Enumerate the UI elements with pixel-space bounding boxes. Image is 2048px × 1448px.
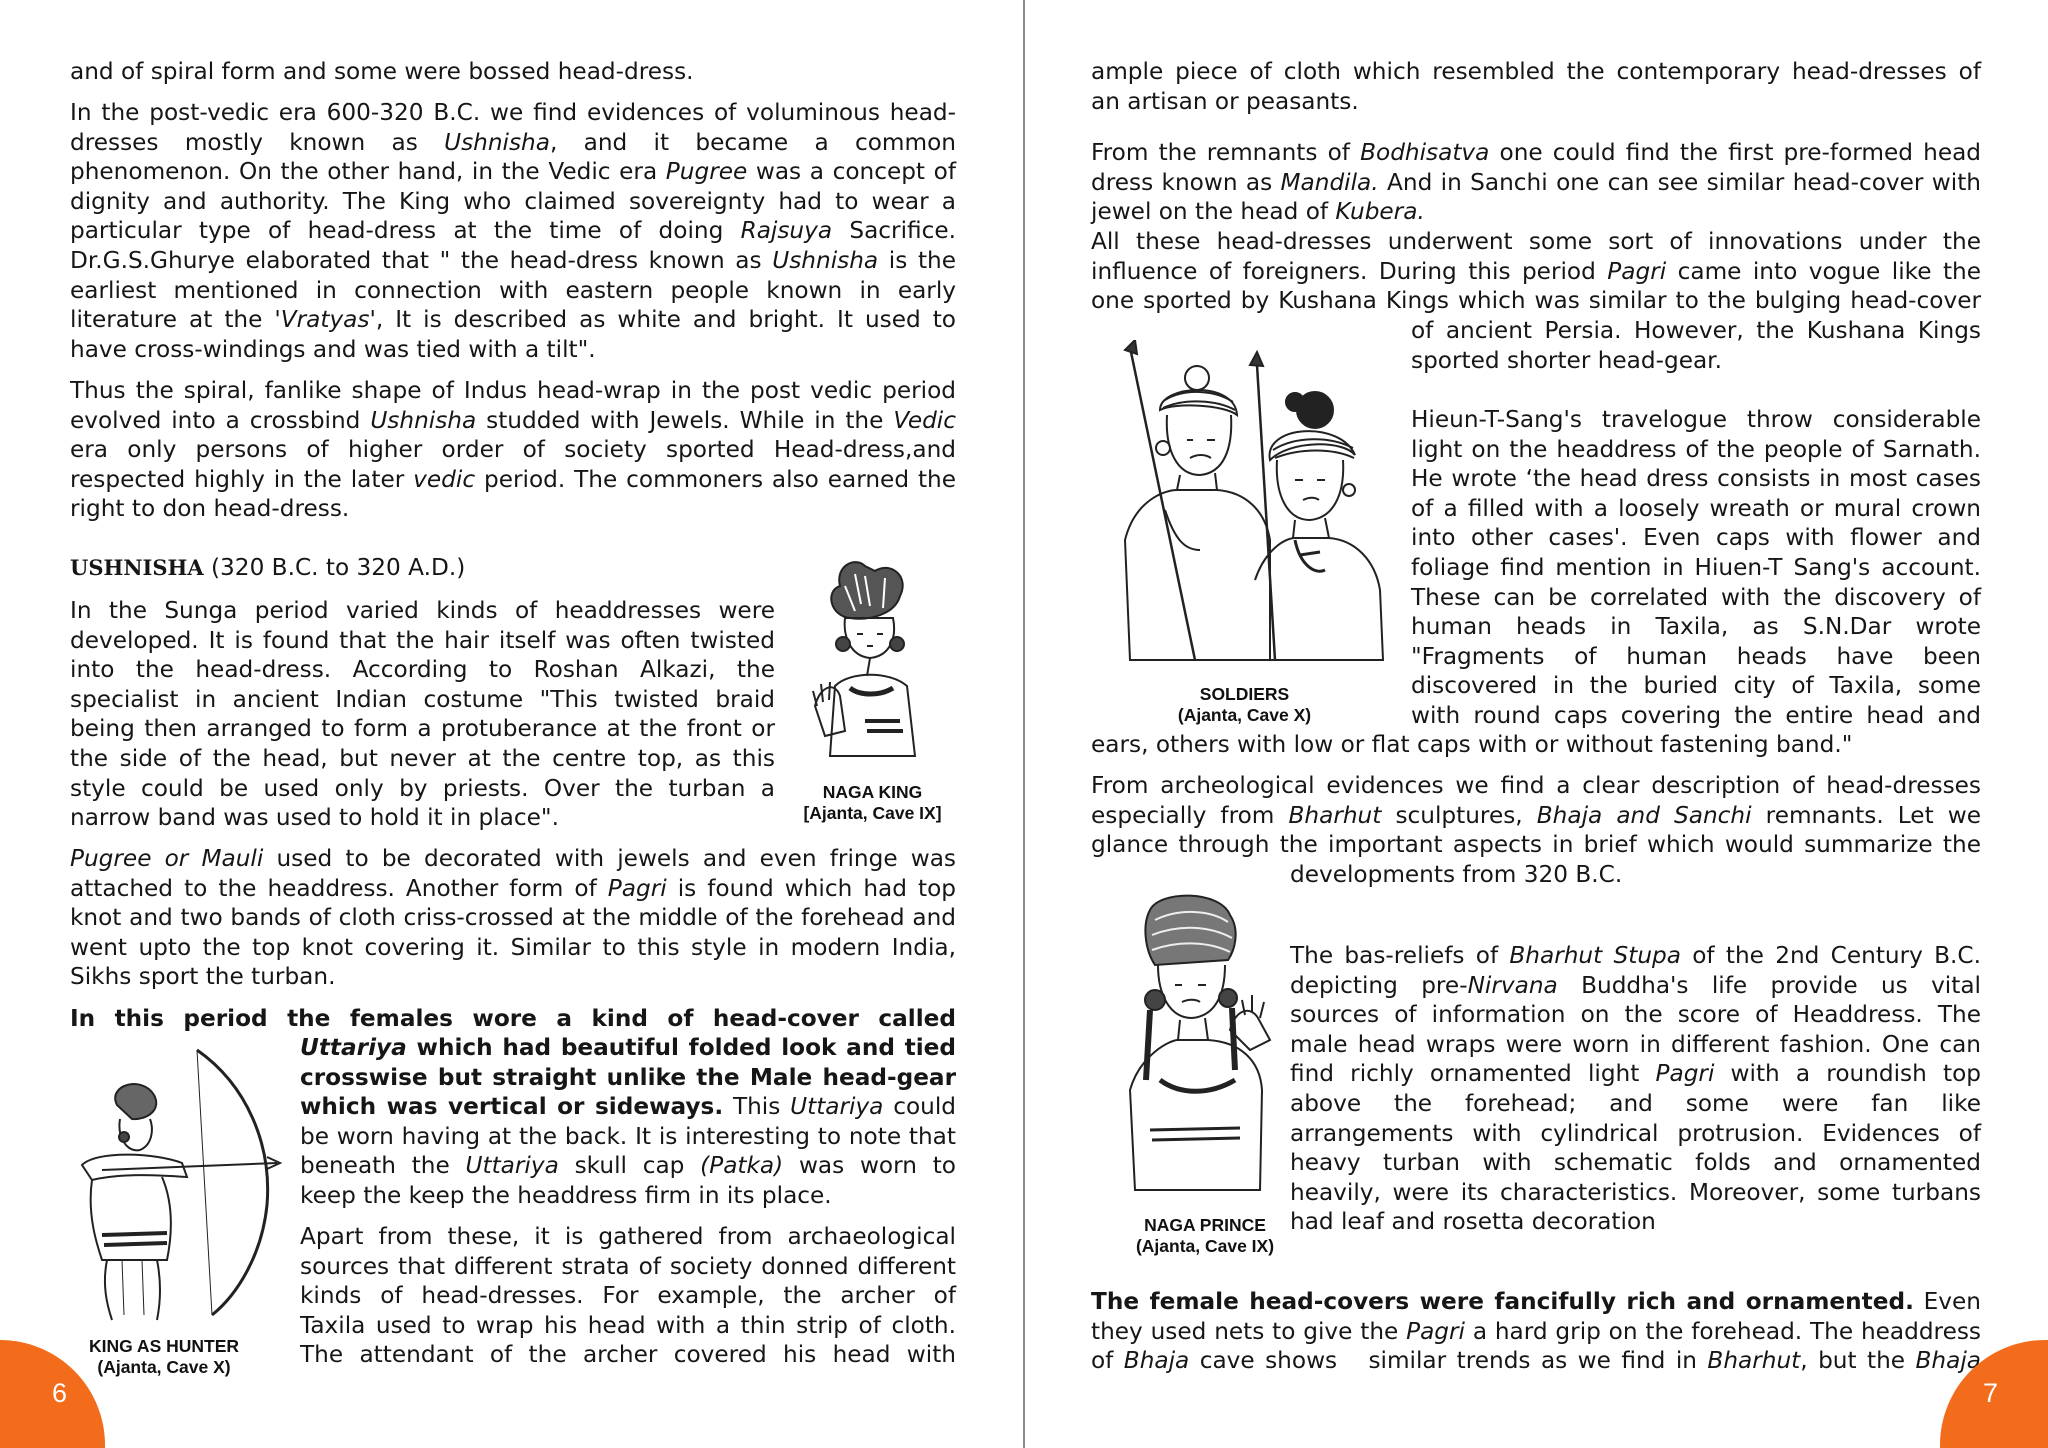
king-as-hunter-caption: KING AS HUNTER (Ajanta, Cave X)	[88, 1336, 240, 1377]
paragraph-sunga-period: In the Sunga period varied kinds of headdresses were developed. It is found that the hair itself was often twisted into the head-dress. According to Roshan Alkazi, the specialist in ancient Indian costume "This twisted braid being then arranged to form a protuberance at the front or the side of the head, but never at the centre top, as this style could be used only by priests. Over the turban a narrow band was used to hold it in place".	[70, 597, 775, 832]
paragraph-pugree-mauli: Pugree or Mauli used to be decorated with jewels and even fringe was attached to the headdress. Another form of Pagri is found which had top knot and two bands of cloth criss-crossed at the middle of the forehead and went upto the top knot covering it. Similar to this style in modern India, Sikhs sport the turban.	[70, 845, 956, 991]
paragraph-bodhisatva: From the remnants of Bodhisatva one could find the first pre-formed head dress known as Mandila. And in Sanchi one can see similar head-cover with jewel on the head of Kubera.	[1091, 139, 1982, 226]
left-page	[0, 0, 1023, 1448]
paragraph-bharhut-stupa: The bas-reliefs of Bharhut Stupa of the 2nd Century B.C. depicting pre-Nirvana Buddha's life provide us vital sources of information on the score of Headdress. The male head wraps were worn in different fashion. One can find richly ornamented light Pagri with a roundish top above the forehead; and some were fan like arrangements with cylindrical protrusion. Evidences of heavy turban with schematic folds and ornamented heavily, were its characteristics. Moreover, some turbans had leaf and rosetta decoration	[1290, 942, 1981, 1236]
naga-prince-caption: NAGA PRINCE (Ajanta, Cave IX)	[1135, 1215, 1275, 1256]
paragraph-female-head-covers: The female head-covers were fancifully rich and ornamented. Even they used nets to give the Pagri a hard grip on the forehead. The headdress of Bhaja cave shows similar trends as we find in Bharhut, but the Bhaja	[1091, 1288, 1981, 1375]
paragraph-hieun-t-sang: Hieun-T-Sang's travelogue throw considerable light on the headdress of the people of Sarnath. He wrote ‘the head dress consists in most cases of a filled with a loosely wreath or mural crown into other cases'. Even caps with flower and foliage find mention in Hiuen-T Sang's account. These can be correlated with the discovery of human heads in Taxila, as S.N.Dar wrote "Fragments of human heads have been discovered in the buried city of Taxila, some with round caps covering the entire head and	[1411, 406, 1981, 729]
paragraph-archeological-evidences: From archeological evidences we find a clear description of head-dresses especially from Bharhut sculptures, Bhaja and Sanchi remnants. Let we glance through the important aspects in brief which would summarize the	[1091, 772, 1981, 859]
paragraph-post-vedic: In the post-vedic era 600-320 B.C. we find evidences of voluminous head- dresses mostly known as Ushnisha, and it became a common phenomenon. On the other hand, in the Vedic era Pugree was a concept of dignity and authority. The King who claimed sovereignty had to wear a particular type of head-dress at the time of doing Rajsuya Sacrifice. Dr.G.S.Ghurye elaborated that " the head-dress known as Ushnisha is the earliest mentioned in connection with eastern people known in early literature at the 'Vratyas', It is described as white and bright. It used to have cross-windings and was tied with a tilt".	[70, 99, 957, 363]
paragraph-uttariya: Uttariya which had beautiful folded look and tied crosswise but straight unlike the Male head-gear which was vertical or sideways. This Uttariya could be worn having at the back. It is interesting to note that beneath the Uttariya skull cap (Patka) was worn to keep the keep the headdress firm in its place.	[300, 1034, 956, 1209]
paragraph-foreign-influence: All these head-dresses underwent some sort of innovations under the influence of foreigners. During this period Pagri came into vogue like the one sported by Kushana Kings which was similar to the bulging head-cover	[1091, 228, 1981, 315]
paragraph-kushana: of ancient Persia. However, the Kushana Kings sported shorter head-gear.	[1411, 317, 1981, 374]
paragraph-archaeological-sources: Apart from these, it is gathered from archaeological sources that different strata of society donned different kinds of head-dresses. For example, the archer of Taxila used to wrap his head with a thin strip of cloth. The attendant of the archer covered his head with	[300, 1223, 956, 1369]
page-number-right: 7	[1983, 1378, 1999, 1408]
soldiers-illustration	[1105, 340, 1405, 670]
naga-king-illustration	[795, 556, 965, 771]
paragraph-intro: and of spiral form and some were bossed head-dress.	[70, 58, 694, 85]
soldiers-caption: SOLDIERS (Ajanta, Cave X)	[1177, 684, 1312, 725]
paragraph-hieun-t-sang-end: ears, others with low or flat caps with or without fastening band."	[1091, 731, 1853, 758]
page-number-left: 6	[52, 1378, 68, 1408]
naga-prince-illustration	[1110, 890, 1300, 1195]
section-heading-ushnisha: USHNISHA (320 B.C. to 320 A.D.)	[70, 554, 466, 581]
naga-king-caption: NAGA KING [Ajanta, Cave IX]	[803, 782, 942, 823]
right-page	[1025, 0, 2048, 1448]
king-as-hunter-illustration	[62, 1045, 287, 1330]
paragraph-developments: developments from 320 B.C.	[1290, 861, 1623, 888]
paragraph-spiral-shape: Thus the spiral, fanlike shape of Indus head-wrap in the post vedic period evolved into a crossbind Ushnisha studded with Jewels. While in the Vedic era only persons of higher order of society sported Head-dress,and respected highly in the later vedic period. The commoners also earned the right to don head-dress.	[70, 377, 957, 523]
paragraph-females-heading: In this period the females wore a kind of head-cover called	[70, 1005, 956, 1032]
paragraph-ample-cloth: ample piece of cloth which resembled the contemporary head-dresses of an artisan or peasants.	[1091, 58, 1981, 115]
